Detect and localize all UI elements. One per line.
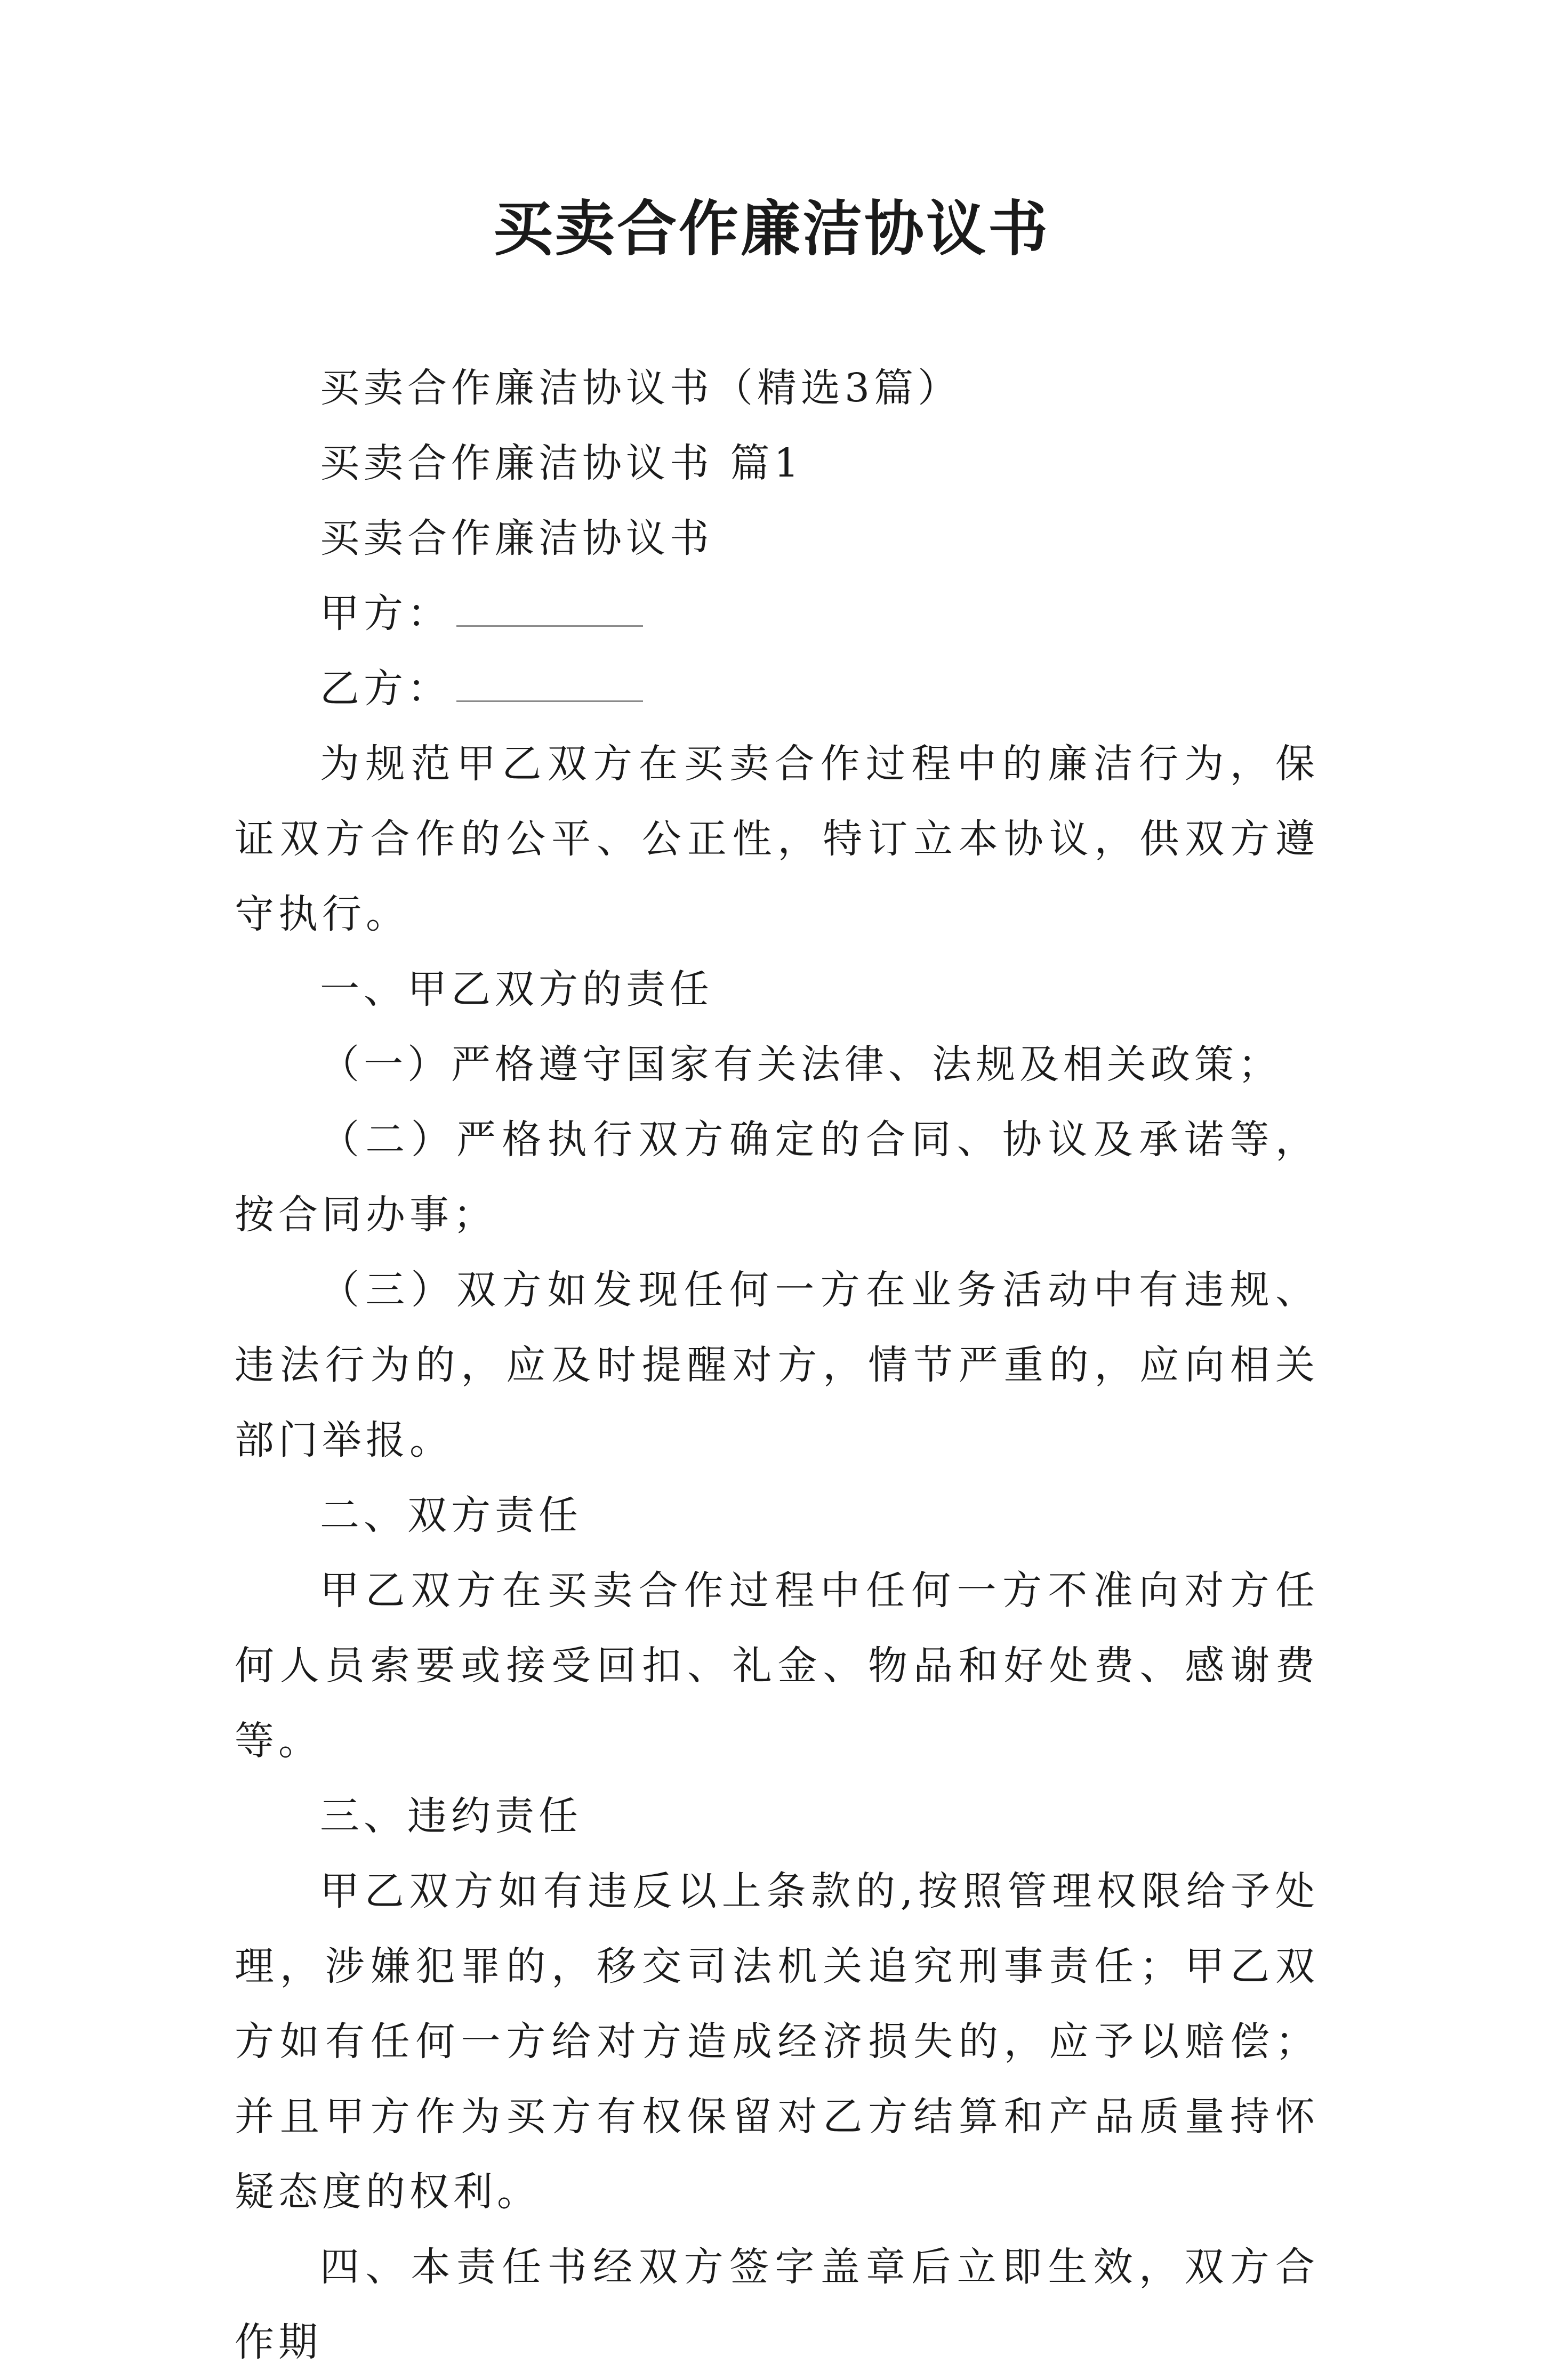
party-a-blank	[456, 588, 643, 627]
paragraph-text: 买卖合作廉洁协议书	[320, 515, 713, 561]
paragraph	[235, 727, 1319, 952]
party-a-label: 甲方：	[320, 591, 451, 636]
section-heading	[235, 1779, 1319, 1854]
section-heading-text: 一、甲乙双方的责任	[320, 966, 713, 1012]
paragraph-text: （三）双方如发现任何一方在业务活动中有违规、违法行为的，应及时提醒对方，情节严重的，应向相关部门举报。	[235, 1267, 1319, 1463]
paragraph-text: 为规范甲乙双方在买卖合作过程中的廉洁行为，保证双方合作的公平、公正性，特订立本协议，供双方遵守执行。	[235, 741, 1319, 937]
paragraph	[235, 501, 1319, 576]
paragraph	[235, 1253, 1319, 1478]
paragraph-text: 买卖合作廉洁协议书（精选3篇）	[320, 365, 962, 411]
paragraph	[235, 1553, 1319, 1779]
document-title: 买卖合作廉洁协议书	[493, 194, 1050, 264]
paragraph	[235, 1102, 1319, 1253]
section-heading	[235, 952, 1319, 1027]
paragraph-text: （一）严格遵守国家有关法律、法规及相关政策；	[320, 1042, 1282, 1087]
party-b-label: 乙方：	[320, 666, 451, 712]
paragraph-text: 甲乙双方如有违反以上条款的,按照管理权限给予处理，涉嫌犯罪的，移交司法机关追究刑事责任；甲乙双方如有任何一方给对方造成经济损失的，应予以赔偿；并且甲方作为买方有权保留对乙方结算和产品质量持怀疑态度的权利。	[235, 1868, 1319, 2215]
paragraph-text: 甲乙双方在买卖合作过程中任何一方不准向对方任何人员索要或接受回扣、礼金、物品和好处费、感谢费等。	[235, 1568, 1319, 1764]
paragraph-text: 买卖合作廉洁协议书 篇1	[320, 440, 803, 486]
document-body	[235, 351, 1319, 2380]
paragraph	[235, 426, 1319, 501]
section-heading	[235, 1478, 1319, 1553]
paragraph	[235, 1854, 1319, 2230]
paragraph	[235, 351, 1319, 426]
section-heading-text: 三、违约责任	[320, 1793, 582, 1839]
paragraph	[235, 2230, 1319, 2380]
paragraph-text: （二）严格执行双方确定的合同、协议及承诺等，按合同办事；	[235, 1117, 1319, 1238]
section-heading-text: 二、双方责任	[320, 1492, 582, 1538]
party-b-line	[235, 651, 1319, 727]
party-b-blank	[456, 663, 643, 702]
party-a-line	[235, 576, 1319, 651]
paragraph	[235, 1027, 1319, 1102]
paragraph-text: 四、本责任书经双方签字盖章后立即生效，双方合作期	[235, 2244, 1319, 2365]
